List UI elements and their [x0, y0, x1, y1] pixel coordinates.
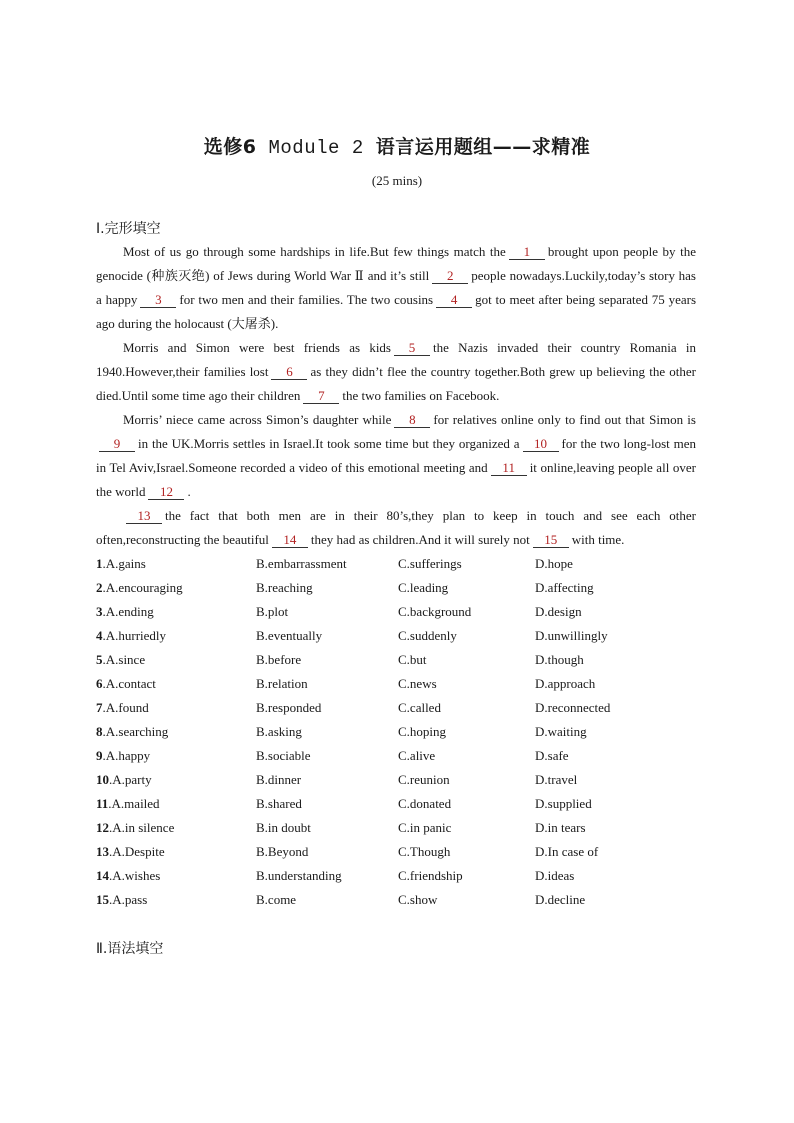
option-b: B.shared [256, 796, 302, 811]
option-row [96, 720, 716, 744]
option-b: B.sociable [256, 748, 311, 763]
option-row [96, 792, 716, 816]
option-b: B.in doubt [256, 820, 311, 835]
option-a-text: .A.searching [102, 724, 169, 739]
option-a-text: .A.encouraging [102, 580, 183, 595]
option-c: C.in panic [398, 820, 452, 835]
option-b: B.Beyond [256, 844, 309, 859]
option-a [96, 552, 146, 576]
option-d: D.travel [535, 772, 578, 787]
blank-number: 3 [140, 292, 176, 308]
option-c: C.reunion [398, 772, 450, 787]
option-b: B.relation [256, 676, 308, 691]
option-c: C.friendship [398, 868, 463, 883]
passage-text: for the two long-lost men in Tel Aviv,Israel.Someone recorded a video of this emotional meeting and [96, 436, 696, 475]
option-b: B.come [256, 892, 297, 907]
option-c: C.sufferings [398, 556, 462, 571]
option-d: D.In case of [535, 844, 599, 859]
option-a-text: .A.mailed [108, 796, 160, 811]
passage-text: the two families on Facebook. [342, 388, 500, 403]
option-row [96, 624, 716, 648]
option-d: D.in tears [535, 820, 586, 835]
option-row [96, 840, 716, 864]
option-b: B.responded [256, 700, 322, 715]
option-c: C.hoping [398, 724, 447, 739]
option-a-text: .A.ending [102, 604, 154, 619]
blank-number: 15 [533, 532, 569, 548]
title-cn: 选修6 [203, 136, 257, 158]
blank-number: 6 [271, 364, 307, 380]
option-a-text: .A.contact [102, 676, 156, 691]
blank-number: 7 [303, 388, 339, 404]
passage-text: with time. [571, 532, 625, 547]
passage-text: Morris’ niece came across Simon’s daughter while [123, 412, 392, 427]
option-d: D.design [535, 604, 582, 619]
option-c: C.called [398, 700, 441, 715]
question-number: 10 [96, 772, 109, 787]
option-row [96, 888, 716, 912]
option-c: C.background [398, 604, 472, 619]
blank-number: 14 [272, 532, 308, 548]
blank-number: 4 [436, 292, 472, 308]
option-a-text: .A.since [102, 652, 146, 667]
passage-text: in the UK.Morris settles in Israel.It took some time but they organized a [138, 436, 520, 451]
question-number: 11 [96, 796, 109, 811]
option-row [96, 744, 716, 768]
option-d: D.hope [535, 556, 573, 571]
option-d: D.affecting [535, 580, 594, 595]
option-d: D.decline [535, 892, 586, 907]
question-number: 8 [96, 724, 103, 739]
option-a [96, 672, 156, 696]
option-row [96, 816, 716, 840]
option-a-text: .A.gains [102, 556, 146, 571]
option-c: C.donated [398, 796, 452, 811]
option-row [96, 576, 716, 600]
question-number: 2 [96, 580, 103, 595]
title-rest: 语言运用题组——求精准 [375, 136, 591, 158]
option-row [96, 552, 716, 576]
question-number: 13 [96, 844, 109, 859]
option-b: B.understanding [256, 868, 342, 883]
option-a-text: .A.party [109, 772, 152, 787]
section-heading-cloze: Ⅰ.完形填空 [96, 221, 161, 237]
title-module: Module 2 [268, 137, 364, 159]
question-number: 6 [96, 676, 103, 691]
option-d: D.reconnected [535, 700, 611, 715]
passage-paragraph [96, 504, 696, 552]
passage-text: as they didn’t flee the country together.Both grew up believing the other died.Until some time ago their children [96, 364, 696, 403]
option-c: C.leading [398, 580, 449, 595]
option-b: B.dinner [256, 772, 302, 787]
option-a [96, 840, 165, 864]
option-b: B.plot [256, 604, 289, 619]
passage-text: brought upon people by the genocide (种族灭绝) of Jews during World War Ⅱ and it’s still [96, 244, 696, 283]
option-d: D.ideas [535, 868, 575, 883]
option-c: C.show [398, 892, 438, 907]
question-number: 14 [96, 868, 109, 883]
option-b: B.asking [256, 724, 302, 739]
blank-number: 2 [432, 268, 468, 284]
option-b: B.before [256, 652, 302, 667]
option-a [96, 624, 166, 648]
option-row [96, 648, 716, 672]
blank-number: 8 [394, 412, 430, 428]
option-a [96, 648, 145, 672]
options-list [96, 552, 716, 912]
blank-number: 9 [99, 436, 135, 452]
option-a [96, 576, 183, 600]
option-a [96, 600, 154, 624]
option-c: C.Though [398, 844, 451, 859]
option-a [96, 696, 149, 720]
blank-number: 11 [491, 460, 527, 476]
option-a [96, 720, 168, 744]
passage-text: Morris and Simon were best friends as kids [123, 340, 391, 355]
option-row [96, 696, 716, 720]
question-number: 9 [96, 748, 103, 763]
option-row [96, 600, 716, 624]
option-row [96, 672, 716, 696]
option-row [96, 768, 716, 792]
blank-number: 12 [148, 484, 184, 500]
passage-paragraph [96, 240, 696, 336]
passage-paragraph [96, 408, 696, 504]
option-c: C.suddenly [398, 628, 457, 643]
passage-text: . [187, 484, 191, 499]
option-a [96, 768, 152, 792]
passage-paragraph [96, 336, 696, 408]
option-a [96, 864, 160, 888]
option-a-text: .A.in silence [109, 820, 175, 835]
option-d: D.approach [535, 676, 596, 691]
passage-text: the Nazis invaded their country Romania in 1940.However,their families lost [96, 340, 696, 379]
option-d: D.safe [535, 748, 569, 763]
passage-text: for two men and their families. The two cousins [179, 292, 434, 307]
question-number: 4 [96, 628, 103, 643]
option-a-text: .A.pass [109, 892, 148, 907]
page-subtitle: (25 mins) [371, 173, 423, 188]
passage-text: the fact that both men are in their 80’s,they plan to keep in touch and see each other often,reconstructing the beautiful [96, 508, 696, 547]
blank-number: 5 [394, 340, 430, 356]
blank-number: 1 [509, 244, 545, 260]
question-number: 12 [96, 820, 109, 835]
question-number: 15 [96, 892, 109, 907]
option-b: B.embarrassment [256, 556, 347, 571]
blank-number: 10 [523, 436, 559, 452]
option-c: C.but [398, 652, 427, 667]
blank-number: 13 [126, 508, 162, 524]
option-a-text: .A.found [102, 700, 149, 715]
option-d: D.though [535, 652, 584, 667]
option-a [96, 888, 147, 912]
option-c: C.news [398, 676, 437, 691]
option-row [96, 864, 716, 888]
option-d: D.unwillingly [535, 628, 608, 643]
passage-text: Most of us go through some hardships in life.But few things match the [123, 244, 506, 259]
question-number: 1 [96, 556, 103, 571]
passage-text: it online,leaving people all over the world [96, 460, 696, 499]
passage-text: they had as children.And it will surely not [310, 532, 530, 547]
passage-text: people nowadays.Luckily,today’s story has a happy [96, 268, 696, 307]
question-number: 5 [96, 652, 103, 667]
option-b: B.eventually [256, 628, 323, 643]
option-b: B.reaching [256, 580, 313, 595]
page-title [0, 132, 794, 159]
option-d: D.waiting [535, 724, 587, 739]
option-a [96, 792, 160, 816]
question-number: 3 [96, 604, 103, 619]
option-a [96, 816, 174, 840]
cloze-passage [96, 240, 696, 552]
section-heading-grammar: Ⅱ.语法填空 [96, 941, 164, 957]
option-c: C.alive [398, 748, 436, 763]
option-a [96, 744, 150, 768]
passage-text: for relatives online only to find out that Simon is [433, 412, 696, 427]
option-a-text: .A.happy [102, 748, 151, 763]
option-a-text: .A.wishes [109, 868, 161, 883]
option-a-text: .A.hurriedly [102, 628, 167, 643]
passage-text: got to meet after being separated 75 years ago during the holocaust (大屠杀). [96, 292, 696, 331]
question-number: 7 [96, 700, 103, 715]
option-d: D.supplied [535, 796, 592, 811]
option-a-text: .A.Despite [109, 844, 165, 859]
